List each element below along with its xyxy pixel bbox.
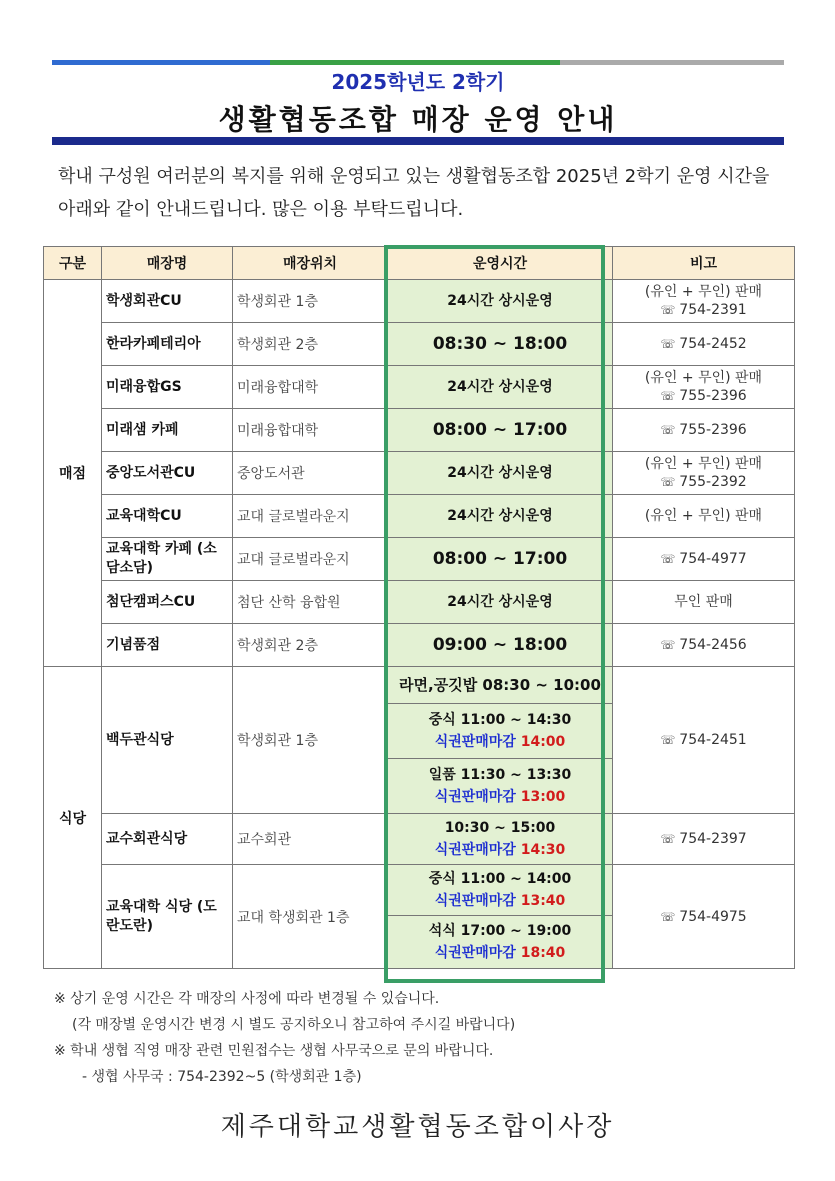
store-name: 미래융합GS bbox=[102, 366, 233, 409]
cafeteria-note bbox=[613, 814, 795, 865]
store-name: 미래샘 카페 bbox=[102, 409, 233, 452]
note-line: (각 매장별 운영시간 변경 시 별도 공지하오니 참고하여 주시길 바랍니다) bbox=[72, 1017, 516, 1033]
store-hours: 24시간 상시운영 bbox=[388, 366, 613, 409]
store-hours: 09:00 ~ 18:00 bbox=[388, 624, 613, 667]
note-line: ※ 상기 운영 시간은 각 매장의 사정에 따라 변경될 수 있습니다. bbox=[54, 991, 440, 1007]
table-row bbox=[44, 624, 795, 667]
table-row bbox=[44, 452, 795, 495]
store-note: (유인 + 무인) 판매 bbox=[613, 495, 795, 538]
meal-slot bbox=[388, 814, 613, 865]
store-location: 교대 글로벌라운지 bbox=[233, 538, 388, 581]
meal-time: 10:30 ~ 15:00 bbox=[444, 820, 556, 836]
table-row bbox=[44, 581, 795, 624]
cafeteria-location: 학생회관 1층 bbox=[233, 667, 388, 814]
cafeteria-note bbox=[613, 667, 795, 814]
phone-icon: ☏ bbox=[660, 832, 676, 846]
schedule-table bbox=[43, 246, 795, 969]
deadline-label: 식권판매마감 bbox=[434, 842, 516, 858]
category-store: 매점 bbox=[44, 280, 102, 667]
store-name: 교육대학 카페 (소담소담) bbox=[102, 538, 233, 581]
category-cafeteria: 식당 bbox=[44, 667, 102, 969]
store-location: 첨단 산학 융합원 bbox=[233, 581, 388, 624]
store-name: 교육대학CU bbox=[102, 495, 233, 538]
note-line: ※ 학내 생협 직영 매장 관련 민원접수는 생협 사무국으로 문의 바랍니다. bbox=[54, 1043, 494, 1059]
cafeteria-name: 교수회관식당 bbox=[102, 814, 233, 865]
meal-slot: 라면,공깃밥 08:30 ~ 10:00 bbox=[388, 667, 613, 704]
store-hours: 24시간 상시운영 bbox=[388, 280, 613, 323]
note-text: (유인 + 무인) 판매 bbox=[644, 370, 763, 386]
table-row bbox=[44, 667, 795, 704]
store-note bbox=[613, 452, 795, 495]
issuer-signature: 제주대학교생활협동조합이사장 bbox=[220, 1112, 615, 1142]
phone-number: 754-2452 bbox=[679, 336, 747, 352]
store-hours: 08:00 ~ 17:00 bbox=[388, 538, 613, 581]
notes-section bbox=[54, 986, 794, 1090]
meal-slot bbox=[388, 916, 613, 969]
intro-text: 학내 구성원 여러분의 복지를 위해 운영되고 있는 생활협동조합 2025년 2학기 운영 시간을 아래와 같이 안내드립니다. 많은 이용 부탁드립니다. bbox=[58, 166, 770, 220]
cafeteria-location: 교대 학생회관 1층 bbox=[233, 865, 388, 969]
page-subtitle: 2025학년도 2학기 bbox=[331, 70, 505, 94]
store-name: 한라카페테리아 bbox=[102, 323, 233, 366]
store-hours: 08:30 ~ 18:00 bbox=[388, 323, 613, 366]
meal-time: 석식 17:00 ~ 19:00 bbox=[428, 923, 572, 939]
store-note bbox=[613, 280, 795, 323]
store-location: 학생회관 1층 bbox=[233, 280, 388, 323]
deadline-label: 식권판매마감 bbox=[434, 734, 516, 750]
phone-number: 754-4975 bbox=[679, 908, 747, 925]
note-text: (유인 + 무인) 판매 bbox=[644, 456, 763, 472]
store-note bbox=[613, 624, 795, 667]
table-row bbox=[44, 814, 795, 865]
page-title: 생활협동조합 매장 운영 안내 bbox=[218, 103, 618, 136]
meal-time: 중식 11:00 ~ 14:00 bbox=[428, 871, 572, 887]
store-hours: 24시간 상시운영 bbox=[388, 581, 613, 624]
store-name: 첨단캠퍼스CU bbox=[102, 581, 233, 624]
deadline-time: 14:30 bbox=[520, 842, 566, 858]
phone-icon: ☏ bbox=[660, 389, 676, 403]
cafeteria-name: 교육대학 식당 (도란도란) bbox=[102, 865, 233, 969]
deadline-label: 식권판매마감 bbox=[434, 789, 516, 805]
meal-time: 일품 11:30 ~ 13:30 bbox=[428, 767, 572, 783]
phone-icon: ☏ bbox=[660, 475, 676, 489]
table-header-row bbox=[44, 247, 795, 280]
table-row bbox=[44, 865, 795, 916]
store-hours: 24시간 상시운영 bbox=[388, 495, 613, 538]
table-row bbox=[44, 538, 795, 581]
store-location: 중앙도서관 bbox=[233, 452, 388, 495]
note-line: - 생협 사무국 : 754-2392~5 (학생회관 1층) bbox=[82, 1069, 362, 1085]
store-location: 미래융합대학 bbox=[233, 366, 388, 409]
deadline-label: 식권판매마감 bbox=[434, 893, 516, 909]
top-rule-blue bbox=[52, 60, 270, 65]
phone-icon: ☏ bbox=[660, 337, 676, 351]
phone-icon: ☏ bbox=[660, 638, 676, 652]
phone-icon: ☏ bbox=[660, 552, 676, 566]
table-row bbox=[44, 409, 795, 452]
store-location: 미래융합대학 bbox=[233, 409, 388, 452]
table-row bbox=[44, 495, 795, 538]
store-note bbox=[613, 366, 795, 409]
meal-slot bbox=[388, 865, 613, 916]
deadline-time: 13:40 bbox=[520, 893, 566, 909]
meal-time: 중식 11:00 ~ 14:30 bbox=[428, 712, 572, 728]
phone-number: 755-2392 bbox=[679, 474, 747, 490]
title-underline bbox=[52, 137, 784, 145]
top-rule-gray bbox=[560, 60, 784, 65]
store-note bbox=[613, 323, 795, 366]
store-location: 학생회관 2층 bbox=[233, 624, 388, 667]
store-note bbox=[613, 409, 795, 452]
phone-number: 754-2456 bbox=[679, 637, 747, 653]
phone-number: 754-2451 bbox=[679, 732, 747, 748]
meal-slot bbox=[388, 704, 613, 759]
store-location: 학생회관 2층 bbox=[233, 323, 388, 366]
store-name: 학생회관CU bbox=[102, 280, 233, 323]
cafeteria-note bbox=[613, 865, 795, 969]
store-name: 중앙도서관CU bbox=[102, 452, 233, 495]
store-name: 기념품점 bbox=[102, 624, 233, 667]
store-note bbox=[613, 538, 795, 581]
deadline-label: 식권판매마감 bbox=[434, 945, 516, 961]
store-location: 교대 글로벌라운지 bbox=[233, 495, 388, 538]
store-hours: 24시간 상시운영 bbox=[388, 452, 613, 495]
phone-icon: ☏ bbox=[660, 909, 676, 924]
phone-number: 754-4977 bbox=[679, 551, 747, 567]
meal-slot bbox=[388, 759, 613, 814]
deadline-time: 18:40 bbox=[520, 945, 566, 961]
header-category: 구분 bbox=[44, 247, 102, 280]
note-text: (유인 + 무인) 판매 bbox=[644, 284, 763, 300]
phone-number: 755-2396 bbox=[679, 388, 747, 404]
cafeteria-location: 교수회관 bbox=[233, 814, 388, 865]
table-row bbox=[44, 280, 795, 323]
phone-icon: ☏ bbox=[660, 303, 676, 317]
header-store-name: 매장명 bbox=[102, 247, 233, 280]
phone-number: 754-2397 bbox=[679, 831, 747, 847]
table-row bbox=[44, 323, 795, 366]
header-note: 비고 bbox=[613, 247, 795, 280]
phone-icon: ☏ bbox=[660, 733, 676, 747]
store-hours: 08:00 ~ 17:00 bbox=[388, 409, 613, 452]
table-row bbox=[44, 366, 795, 409]
cafeteria-name: 백두관식당 bbox=[102, 667, 233, 814]
phone-icon: ☏ bbox=[660, 423, 676, 437]
top-rule-green bbox=[270, 60, 560, 65]
deadline-time: 13:00 bbox=[520, 789, 566, 805]
store-note: 무인 판매 bbox=[613, 581, 795, 624]
header-hours: 운영시간 bbox=[388, 247, 613, 280]
phone-number: 755-2396 bbox=[679, 422, 747, 438]
header-location: 매장위치 bbox=[233, 247, 388, 280]
phone-number: 754-2391 bbox=[679, 302, 747, 318]
deadline-time: 14:00 bbox=[520, 734, 566, 750]
